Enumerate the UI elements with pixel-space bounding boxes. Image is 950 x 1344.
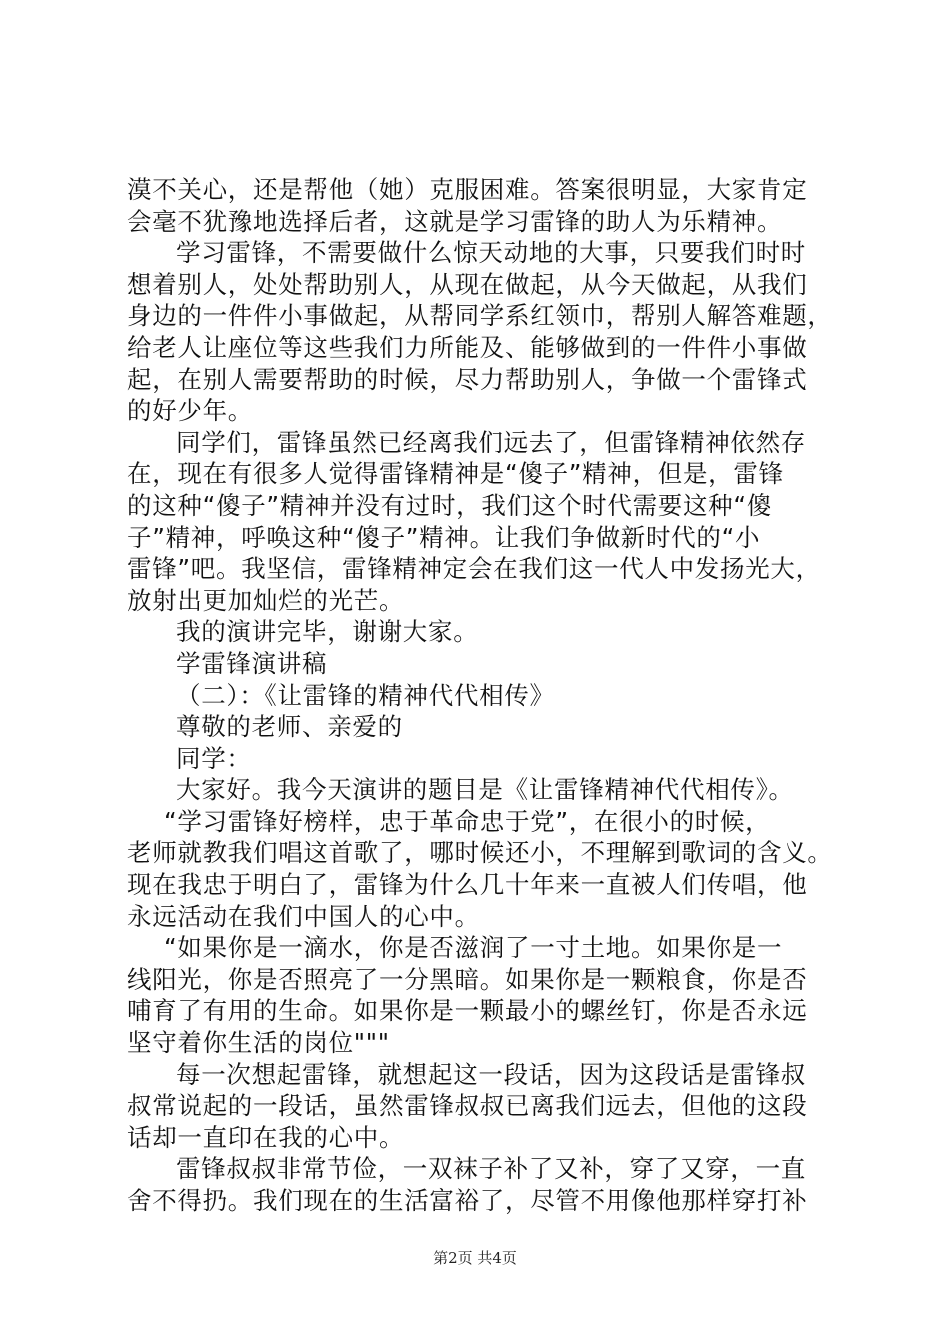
section-subtitle: （二）：《让雷锋的精神代代相传》 xyxy=(176,680,555,710)
text-line: 坚守着你生活的岗位""" xyxy=(127,1028,390,1058)
text-line: 的这种“傻子”精神并没有过时，我们这个时代需要这种“傻 xyxy=(127,490,772,520)
text-line: 在，现在有很多人觉得雷锋精神是“傻子”精神，但是，雷锋 xyxy=(127,459,784,489)
text-line: 的好少年。 xyxy=(127,396,253,426)
text-line: 想着别人，处处帮助别人，从现在做起，从今天做起，从我们 xyxy=(127,269,808,299)
text-line: 话却一直印在我的心中。 xyxy=(127,1122,405,1152)
text-line: 现在我忠于明白了，雷锋为什么几十年来一直被人们传唱，他 xyxy=(127,870,808,900)
text-line: 永远活动在我们中国人的心中。 xyxy=(127,901,480,931)
text-line: 身边的一件件小事做起，从帮同学系红领巾，帮别人解答难题， xyxy=(127,301,833,331)
text-line: 雷锋叔叔非常节俭，一双袜子补了又补，穿了又穿，一直 xyxy=(176,1154,806,1184)
text-line: “如果你是一滴水，你是否滋润了一寸土地。如果你是一 xyxy=(164,933,783,963)
text-line: 放射出更加灿烂的光芒。 xyxy=(127,585,405,615)
text-line: 线阳光，你是否照亮了一分黑暗。如果你是一颗粮食，你是否 xyxy=(127,964,808,994)
text-line: 叔常说起的一段话，虽然雷锋叔叔已离我们远去，但他的这段 xyxy=(127,1091,808,1121)
text-line: 我的演讲完毕，谢谢大家。 xyxy=(176,617,479,647)
text-line: 学习雷锋，不需要做什么惊天动地的大事，只要我们时时 xyxy=(176,238,806,268)
text-line: “学习雷锋好榜样，忠于革命忠于党”，在很小的时候， xyxy=(164,806,771,836)
text-line: 同学们，雷锋虽然已经离我们远去了，但雷锋精神依然存 xyxy=(176,427,806,457)
text-line: 会毫不犹豫地选择后者，这就是学习雷锋的助人为乐精神。 xyxy=(127,206,783,236)
text-line: 子”精神，呼唤这种“傻子”精神。让我们争做新时代的“小 xyxy=(127,522,761,552)
text-line: 起，在别人需要帮助的时候，尽力帮助别人，争做一个雷锋式 xyxy=(127,364,808,394)
section-title: 学雷锋演讲稿 xyxy=(176,648,328,678)
text-line: 老师就教我们唱这首歌了，哪时候还小，不理解到歌词的含义。 xyxy=(127,838,833,868)
text-line: 舍不得扔。我们现在的生活富裕了，尽管不用像他那样穿打补 xyxy=(127,1186,808,1215)
text-line: 给老人让座位等这些我们力所能及、能够做到的一件件小事做 xyxy=(127,332,808,362)
text-line: 每一次想起雷锋，就想起这一段话，因为这段话是雷锋叔 xyxy=(176,1059,806,1089)
text-line: 漠不关心，还是帮他（她）克服困难。答案很明显，大家肯定 xyxy=(127,175,808,204)
text-line: 雷锋”吧。我坚信，雷锋精神定会在我们这一代人中发扬光大， xyxy=(127,554,821,584)
document-body xyxy=(127,174,837,1217)
text-line: 大家好。我今天演讲的题目是《让雷锋精神代代相传》。 xyxy=(176,775,794,805)
text-line: 哺育了有用的生命。如果你是一颗最小的螺丝钉，你是否永远 xyxy=(127,996,808,1026)
page-number-footer: 第2页 共4页 xyxy=(433,1249,517,1267)
text-line: 尊敬的老师、亲爱的 xyxy=(176,712,403,742)
text-line: 同学： xyxy=(176,743,252,773)
